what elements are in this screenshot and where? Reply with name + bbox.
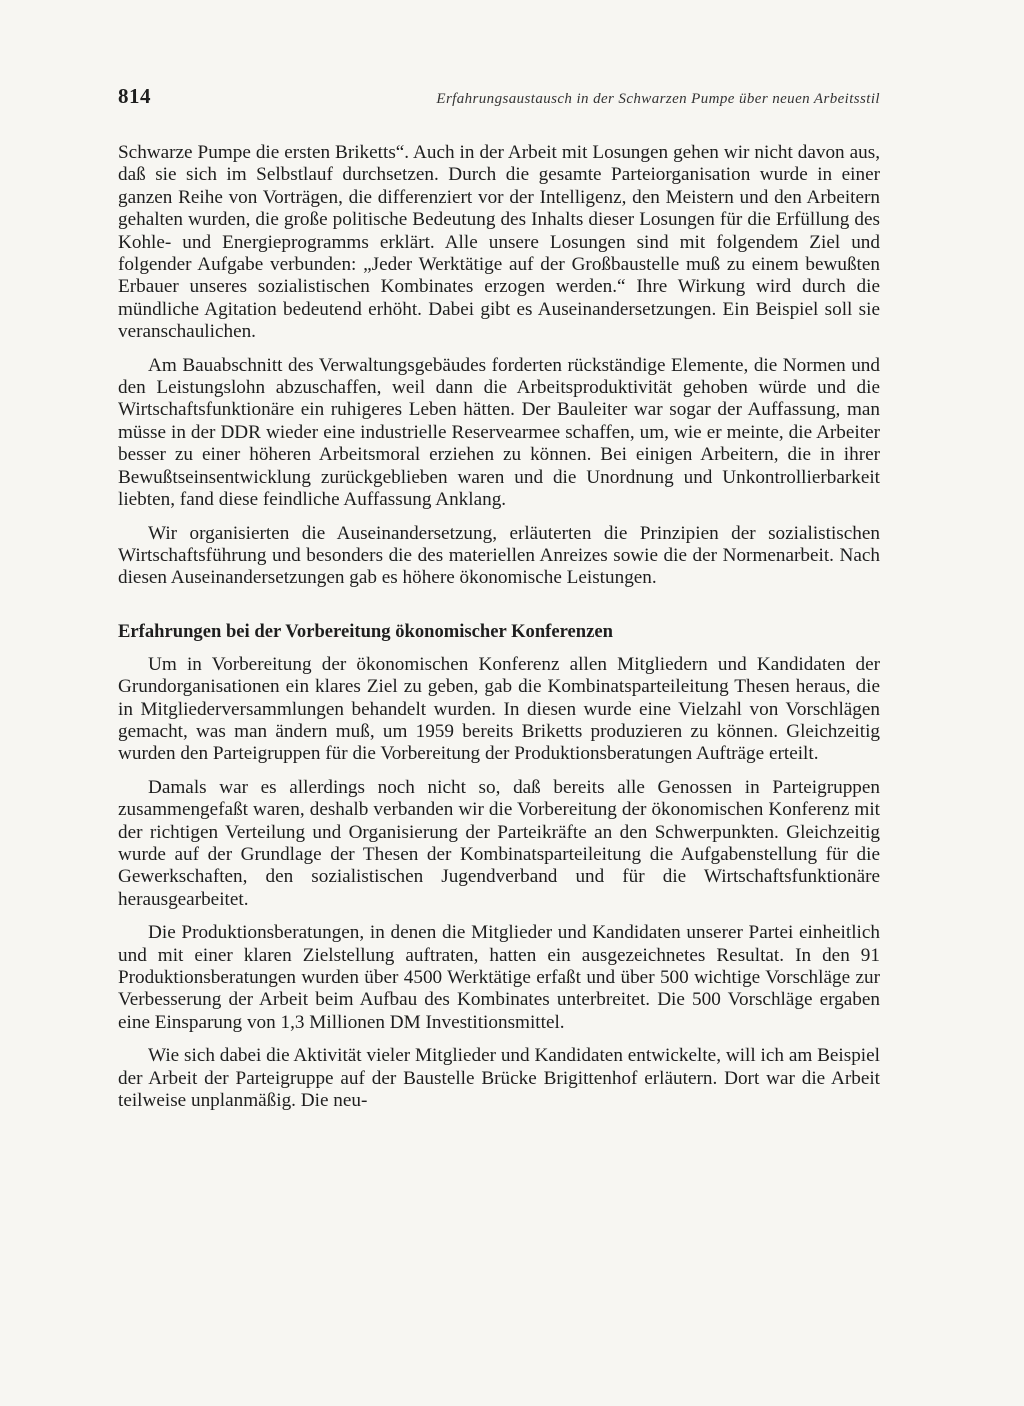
paragraph: Die Produktionsberatungen, in denen die Mitglieder und Kandidaten unserer Partei einheitlich und mit einer klaren Zielstellung auftraten, hatten ein ausgezeichnetes Resultat. In den 91 Produktionsberatungen wurden über 4500 Werktätige erfaßt und über 500 wichtige Vorschläge zur Verbesserung der Arbeit beim Aufbau des Kombinates unterbreitet. Die 500 Vorschläge ergaben eine Einsparung von 1,3 Millionen DM Investitionsmittel. <box>118 922 880 1033</box>
page-number: 814 <box>118 84 151 108</box>
running-head: Erfahrungsaustausch in der Schwarzen Pumpe über neuen Arbeitsstil <box>436 91 880 107</box>
paragraph: Schwarze Pumpe die ersten Briketts“. Auch in der Arbeit mit Losungen gehen wir nicht davon aus, daß sie sich im Selbstlauf durchsetzen. Durch die gesamte Parteiorganisation wurde in einer ganzen Reihe von Vorträgen, die differenziert vor der Intelligenz, den Meistern und den Arbeitern gehalten wurden, die große politische Bedeutung des Inhalts dieser Losungen für die Erfüllung des Kohle- und Energieprogramms erklärt. Alle unsere Losungen sind mit folgendem Ziel und folgender Aufgabe verbunden: „Jeder Werktätige auf der Großbaustelle muß zu einem bewußten Erbauer unseres sozialistischen Kombinates erzogen werden.“ Ihre Wirkung wird durch die mündliche Agitation bedeutend erhöht. Dabei gibt es Auseinandersetzungen. Ein Beispiel soll sie veranschaulichen. <box>118 142 880 343</box>
section-heading: Erfahrungen bei der Vorbereitung ökonomischer Konferenzen <box>118 620 613 642</box>
paragraph: Um in Vorbereitung der ökonomischen Konferenz allen Mitgliedern und Kandidaten der Grundorganisationen ein klares Ziel zu geben, gab die Kombinatsparteileitung Thesen heraus, die in Mitgliederversammlungen behandelt wurden. In diesen wurde eine Vielzahl von Vorschlägen gemacht, was man ändern muß, um 1959 bereits Briketts produzieren zu können. Gleichzeitig wurden den Parteigruppen für die Vorbereitung der Produktionsberatungen Aufträge erteilt. <box>118 653 880 765</box>
paragraph: Damals war es allerdings noch nicht so, daß bereits alle Genossen in Parteigruppen zusammengefaßt waren, deshalb verbanden wir die Vorbereitung der ökonomischen Konferenz mit der richtigen Verteilung und Organisierung der Parteikräfte an den Schwerpunkten. Gleichzeitig wurde auf der Grundlage der Thesen der Kombinatsparteileitung die Aufgabenstellung für die Gewerkschaften, den sozialistischen Jugendverband und für die Wirtschaftsfunktionäre herausgearbeitet. <box>118 776 880 910</box>
paragraph: Wie sich dabei die Aktivität vieler Mitglieder und Kandidaten entwickelte, will ich am Beispiel der Arbeit der Parteigruppe auf der Baustelle Brücke Brigittenhof erläutern. Dort war die Arbeit teilweise unplanmäßig. Die neu- <box>118 1045 880 1112</box>
paragraph: Wir organisierten die Auseinandersetzung, erläuterten die Prinzipien der sozialistischen Wirtschaftsführung und besonders die des materiellen Anreizes sowie die der Normenarbeit. Nach diesen Auseinandersetzungen gab es höhere ökonomische Leistungen. <box>118 522 880 589</box>
page-header <box>118 84 880 118</box>
body-text <box>118 142 880 1112</box>
paragraph: Am Bauabschnitt des Verwaltungsgebäudes forderten rückständige Elemente, die Normen und den Leistungslohn abzuschaffen, weil dann die Arbeitsproduktivität gehoben würde und die Wirtschaftsfunktionäre ein ruhigeres Leben hätten. Der Bauleiter war sogar der Auffassung, man müsse in der DDR wieder eine industrielle Reservearmee schaffen, um, wie er meinte, die Arbeiter besser zu einer höheren Arbeitsmoral erziehen zu können. Bei einigen Arbeitern, die in ihrer Bewußtseinsentwicklung zurückgeblieben waren und die Unordnung und Unkontrollierbarkeit liebten, fand diese feindliche Auffassung Anklang. <box>118 354 880 511</box>
book-page <box>118 84 880 1123</box>
